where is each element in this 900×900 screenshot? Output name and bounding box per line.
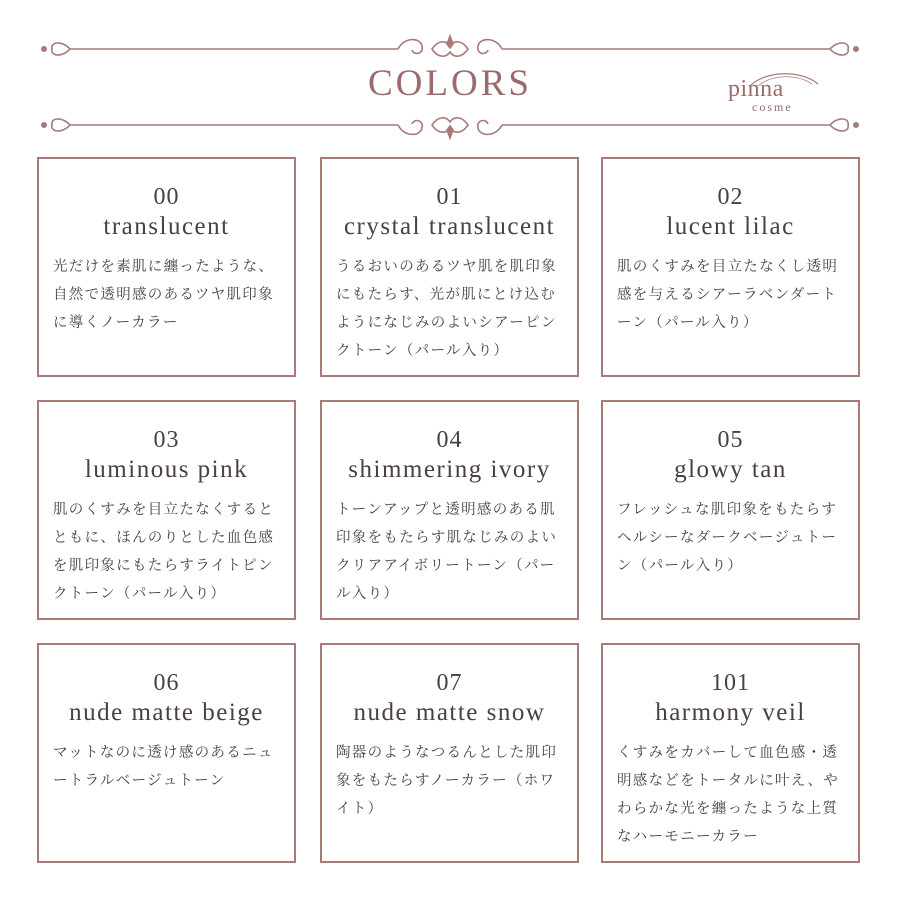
color-name: crystal translucent [343,213,556,240]
color-card-04 [320,400,579,620]
color-number: 04 [436,427,463,453]
color-number: 00 [153,184,180,210]
color-number: 02 [717,184,744,210]
color-card-00 [37,157,296,377]
color-card-03 [37,400,296,620]
color-name: glowy tan [674,456,787,483]
color-number: 06 [153,670,180,696]
color-name: harmony veil [655,699,806,726]
color-description: 肌のくすみを目立たなくし透明感を与えるシアーラベンダートーン（パール入り） [617,259,839,331]
color-name: lucent lilac [666,213,795,240]
logo-subtext: cosme [752,100,793,114]
color-name: nude matte snow [353,699,546,726]
color-name: luminous pink [84,456,249,483]
color-number: 101 [711,670,750,696]
color-number: 07 [436,670,463,696]
color-number: 03 [153,427,180,453]
color-description: トーンアップと透明感のある肌印象をもたらす肌なじみのよいクリアアイボリートーン（パール入り） [336,502,558,602]
color-description: うるおいのあるツヤ肌を肌印象にもたらす、光が肌にとけ込むようになじみのよいシアーピンクトーン（パール入り） [336,259,557,359]
color-number: 01 [436,184,463,210]
bottom-ornament-divider [0,110,900,140]
color-card-01 [320,157,579,377]
color-description: くすみをカバーして血色感・透明感などをトータルに叶え、やわらかな光を纏ったような上質なハーモニーカラー [617,745,840,845]
color-name: translucent [103,213,230,240]
logo-wordmark: pinna [728,76,784,102]
color-card-06 [37,643,296,863]
color-card-101 [601,643,860,863]
color-description: 肌のくすみを目立たなくするとともに、ほんのりとした血色感を肌印象にもたらすライトピンクトーン（パール入り） [53,502,275,602]
color-card-05 [601,400,860,620]
color-number: 05 [717,427,744,453]
color-description: マットなのに透け感のあるニュートラルベージュトーン [53,745,274,789]
color-card-07 [320,643,579,863]
color-description: フレッシュな肌印象をもたらすヘルシーなダークベージュトーン（パール入り） [617,502,838,574]
color-description: 陶器のようなつるんとした肌印象をもたらすノーカラー（ホワイト） [336,745,558,817]
color-grid [37,157,864,867]
color-card-02 [601,157,860,377]
color-description: 光だけを素肌に纏ったような、自然で透明感のあるツヤ肌印象に導くノーカラー [53,259,275,331]
color-name: nude matte beige [69,699,264,726]
color-name: shimmering ivory [348,456,551,483]
page-title: COLORS [368,63,532,104]
top-ornament-divider [0,34,900,64]
